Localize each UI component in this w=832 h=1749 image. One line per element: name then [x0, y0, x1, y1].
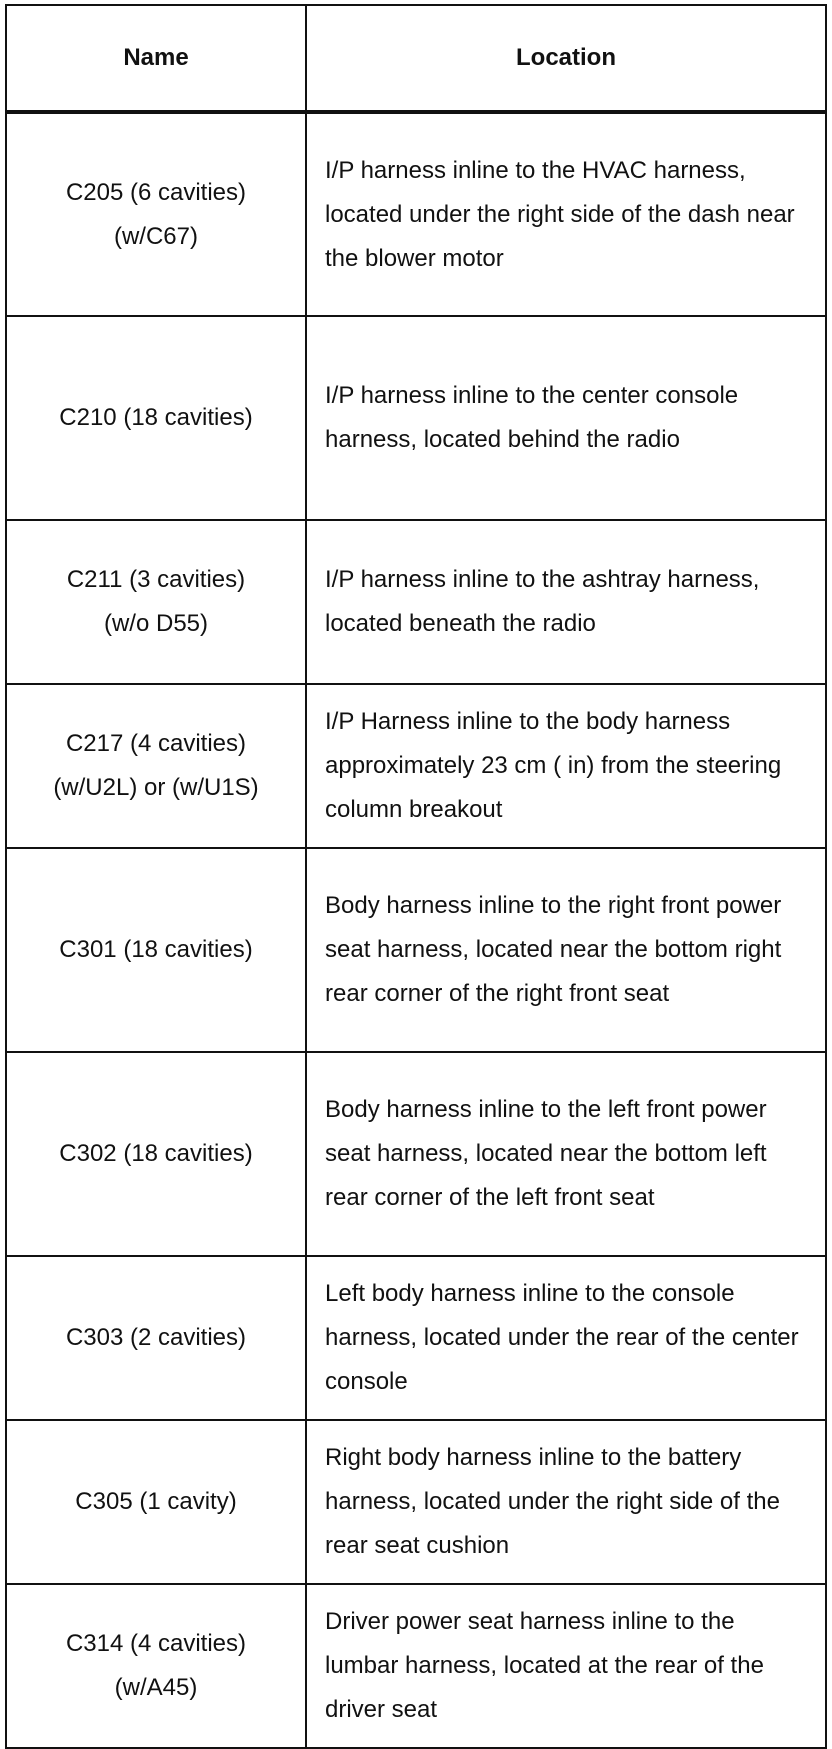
connector-location: I/P Harness inline to the body harness approximately 23 cm ( in) from the steering column breakout: [306, 684, 826, 848]
table-row: [6, 1420, 826, 1584]
connector-name: C302 (18 cavities): [59, 1140, 253, 1167]
connector-location: I/P harness inline to the HVAC harness, located under the right side of the dash near the blower motor: [306, 112, 826, 316]
table-row: [6, 684, 826, 848]
connector-option: (w/A45): [114, 1674, 198, 1701]
connector-name-cell: [6, 1256, 306, 1420]
table-header-row: [6, 5, 826, 112]
table-row: [6, 1584, 826, 1748]
connector-location: Driver power seat harness inline to the lumbar harness, located at the rear of the driver seat: [306, 1584, 826, 1748]
connector-name: C314 (4 cavities): [65, 1630, 247, 1657]
connector-name-cell: [6, 848, 306, 1052]
table-row: [6, 1052, 826, 1256]
connector-location: Body harness inline to the left front power seat harness, located near the bottom left rear corner of the left front seat: [306, 1052, 826, 1256]
connector-location: Left body harness inline to the console harness, located under the rear of the center console: [306, 1256, 826, 1420]
connector-name: C211 (3 cavities): [66, 566, 246, 593]
connector-location-table: [5, 4, 827, 1749]
connector-option: (w/C67): [113, 222, 198, 250]
connector-location: I/P harness inline to the center console harness, located behind the radio: [306, 316, 826, 520]
header-location: Location: [306, 5, 826, 112]
connector-name: C205 (6 cavities): [65, 178, 247, 206]
connector-option: (w/U2L) or (w/U1S): [53, 774, 259, 801]
connector-name-cell: [6, 1420, 306, 1584]
connector-name: C301 (18 cavities): [59, 936, 253, 963]
header-name: Name: [6, 5, 306, 112]
connector-name: C217 (4 cavities): [65, 730, 247, 757]
connector-name-cell: [6, 1584, 306, 1748]
table-row: [6, 112, 826, 316]
connector-name-cell: [6, 112, 306, 316]
connector-option: (w/o D55): [103, 610, 209, 637]
connector-name-cell: [6, 1052, 306, 1256]
connector-name: C210 (18 cavities): [59, 404, 253, 431]
connector-name: C303 (2 cavities): [65, 1324, 247, 1351]
table-row: [6, 520, 826, 684]
connector-name-cell: [6, 520, 306, 684]
connector-location: I/P harness inline to the ashtray harness, located beneath the radio: [306, 520, 826, 684]
connector-location: Body harness inline to the right front power seat harness, located near the bottom right rear corner of the right front seat: [306, 848, 826, 1052]
table-row: [6, 316, 826, 520]
table-row: [6, 848, 826, 1052]
connector-name-cell: [6, 316, 306, 520]
connector-location: Right body harness inline to the battery harness, located under the right side of the rear seat cushion: [306, 1420, 826, 1584]
table-row: [6, 1256, 826, 1420]
connector-name-cell: [6, 684, 306, 848]
connector-name: C305 (1 cavity): [75, 1488, 237, 1515]
